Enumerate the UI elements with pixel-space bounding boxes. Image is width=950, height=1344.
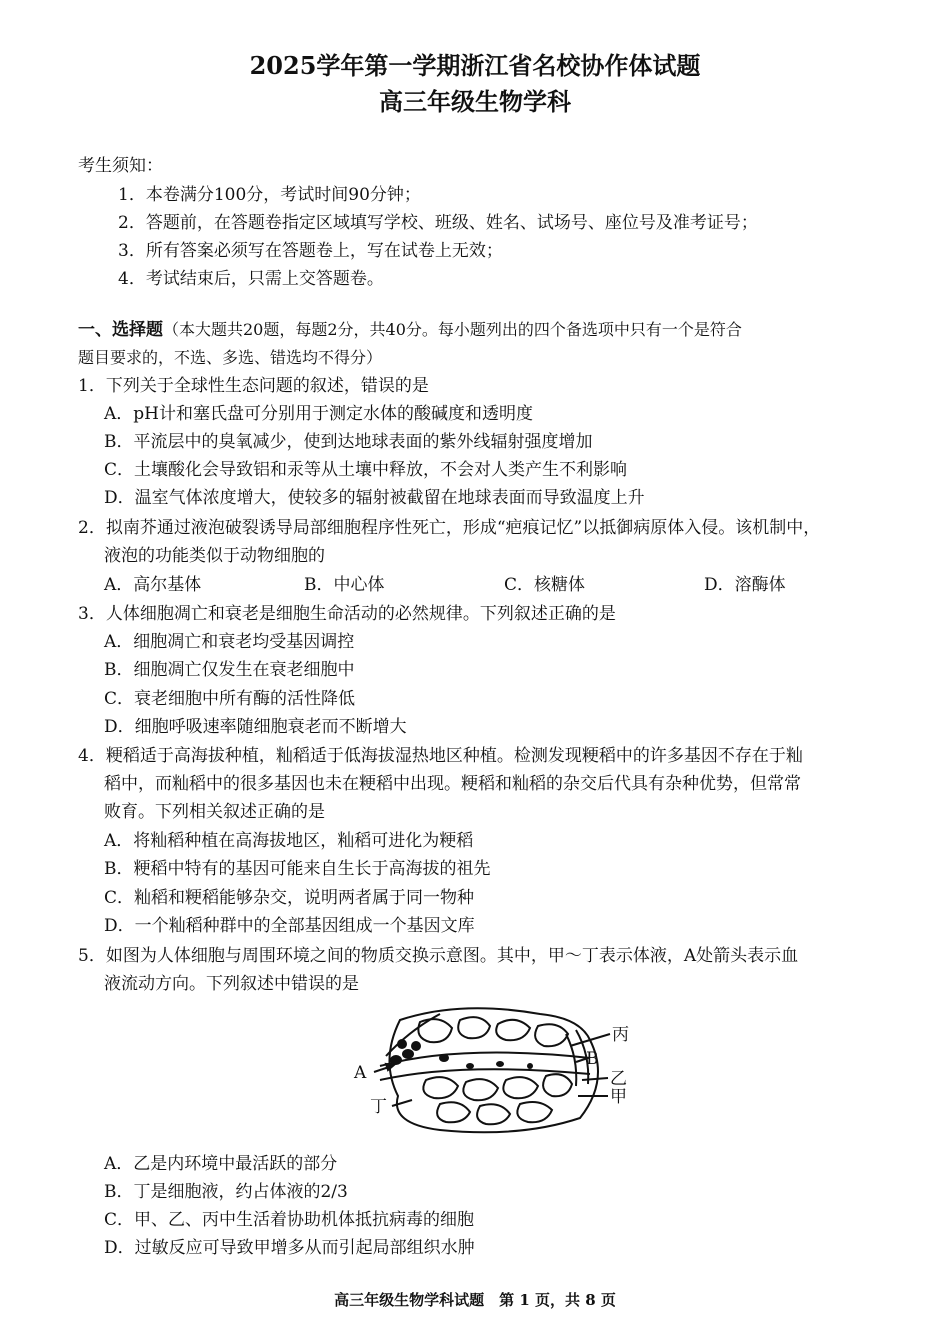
option-text: C．衰老细胞中所有酶的活性降低 (104, 689, 356, 709)
label-ding: 丁 (370, 1097, 387, 1117)
section-title: 一、选择题 (78, 320, 163, 340)
notice-label: 考生须知： (78, 156, 163, 176)
question-stem: 1．下列关于全球性生态问题的叙述，错误的是 (78, 376, 429, 396)
page-footer: 高三年级生物学科试题 第 1 页，共 8 页 (334, 1291, 616, 1309)
label-B: B (586, 1049, 599, 1069)
option-text: D．细胞呼吸速率随细胞衰老而不断增大 (104, 717, 407, 737)
option-text: B．丁是细胞液，约占体液的2/3 (104, 1182, 348, 1202)
option-text: D．过敏反应可导致甲增多从而引起局部组织水肿 (104, 1238, 475, 1258)
label-A: A (354, 1063, 367, 1083)
page-subtitle: 高三年级生物学科 (379, 87, 571, 116)
option-text: B．粳稻中特有的基因可能来自生长于高海拔的祖先 (104, 859, 491, 879)
notice-item: 2．答题前，在答题卷指定区域填写学校、班级、姓名、试场号、座位号及准考证号； (118, 213, 758, 233)
notice-item: 4．考试结束后，只需上交答题卷。 (118, 269, 384, 289)
question-stem: 4．粳稻适于高海拔种植，籼稻适于低海拔湿热地区种植。检测发现粳稻中的许多基因不存在于籼 (78, 746, 803, 766)
option-text: D．溶酶体 (704, 575, 786, 595)
option-text: A．高尔基体 (104, 575, 202, 595)
question-stem-cont: 稻中，而籼稻中的很多基因也未在粳稻中出现。粳稻和籼稻的杂交后代具有杂种优势，但常常 (104, 774, 801, 794)
question-stem-cont: 败育。下列相关叙述正确的是 (104, 802, 325, 822)
question-stem: 3．人体细胞凋亡和衰老是细胞生命活动的必然规律。下列叙述正确的是 (78, 604, 616, 624)
tissue-diagram (340, 1000, 650, 1140)
option-text: C．土壤酸化会导致铝和汞等从土壤中释放，不会对人类产生不利影响 (104, 460, 628, 480)
page-title: 2025学年第一学期浙江省名校协作体试题 (249, 51, 701, 80)
option-text: C．核糖体 (504, 575, 586, 595)
option-text: A．乙是内环境中最活跃的部分 (104, 1154, 338, 1174)
option-text: B．中心体 (304, 575, 385, 595)
option-text: D．一个籼稻种群中的全部基因组成一个基因文库 (104, 916, 475, 936)
question-stem: 5．如图为人体细胞与周围环境之间的物质交换示意图。其中，甲～丁表示体液，A处箭头表示血 (78, 946, 799, 966)
label-jia: 甲 (610, 1087, 627, 1107)
notice-item: 3．所有答案必须写在答题卷上，写在试卷上无效； (118, 241, 503, 261)
option-text: B．平流层中的臭氧减少，使到达地球表面的紫外线辐射强度增加 (104, 432, 593, 452)
question-stem-cont: 液泡的功能类似于动物细胞的 (104, 546, 325, 566)
option-text: C．甲、乙、丙中生活着协助机体抵抗病毒的细胞 (104, 1210, 475, 1230)
option-text: C．籼稻和粳稻能够杂交，说明两者属于同一物种 (104, 888, 475, 908)
label-bing: 丙 (612, 1025, 629, 1045)
options-row (104, 571, 904, 599)
option-text: B．细胞凋亡仅发生在衰老细胞中 (104, 660, 355, 680)
label-yi: 乙 (610, 1069, 627, 1089)
section-note-cont: 题目要求的，不选、多选、错选均不得分） (78, 348, 383, 367)
question-stem-cont: 液流动方向。下列叙述中错误的是 (104, 974, 359, 994)
section-note: （本大题共20题，每题2分，共40分。每小题列出的四个备选项中只有一个是符合 (163, 320, 742, 339)
option-text: D．温室气体浓度增大，使较多的辐射被截留在地球表面而导致温度上升 (104, 488, 645, 508)
option-text: A．pH计和塞氏盘可分别用于测定水体的酸碱度和透明度 (104, 404, 533, 424)
option-text: A．细胞凋亡和衰老均受基因调控 (104, 632, 355, 652)
notice-item: 1．本卷满分100分，考试时间90分钟； (118, 185, 421, 205)
option-text: A．将籼稻种植在高海拔地区，籼稻可进化为粳稻 (104, 831, 474, 851)
section-heading (78, 316, 742, 344)
question-stem: 2．拟南芥通过液泡破裂诱导局部细胞程序性死亡，形成“疤痕记忆”以抵御病原体入侵。该机制中， (78, 518, 821, 538)
